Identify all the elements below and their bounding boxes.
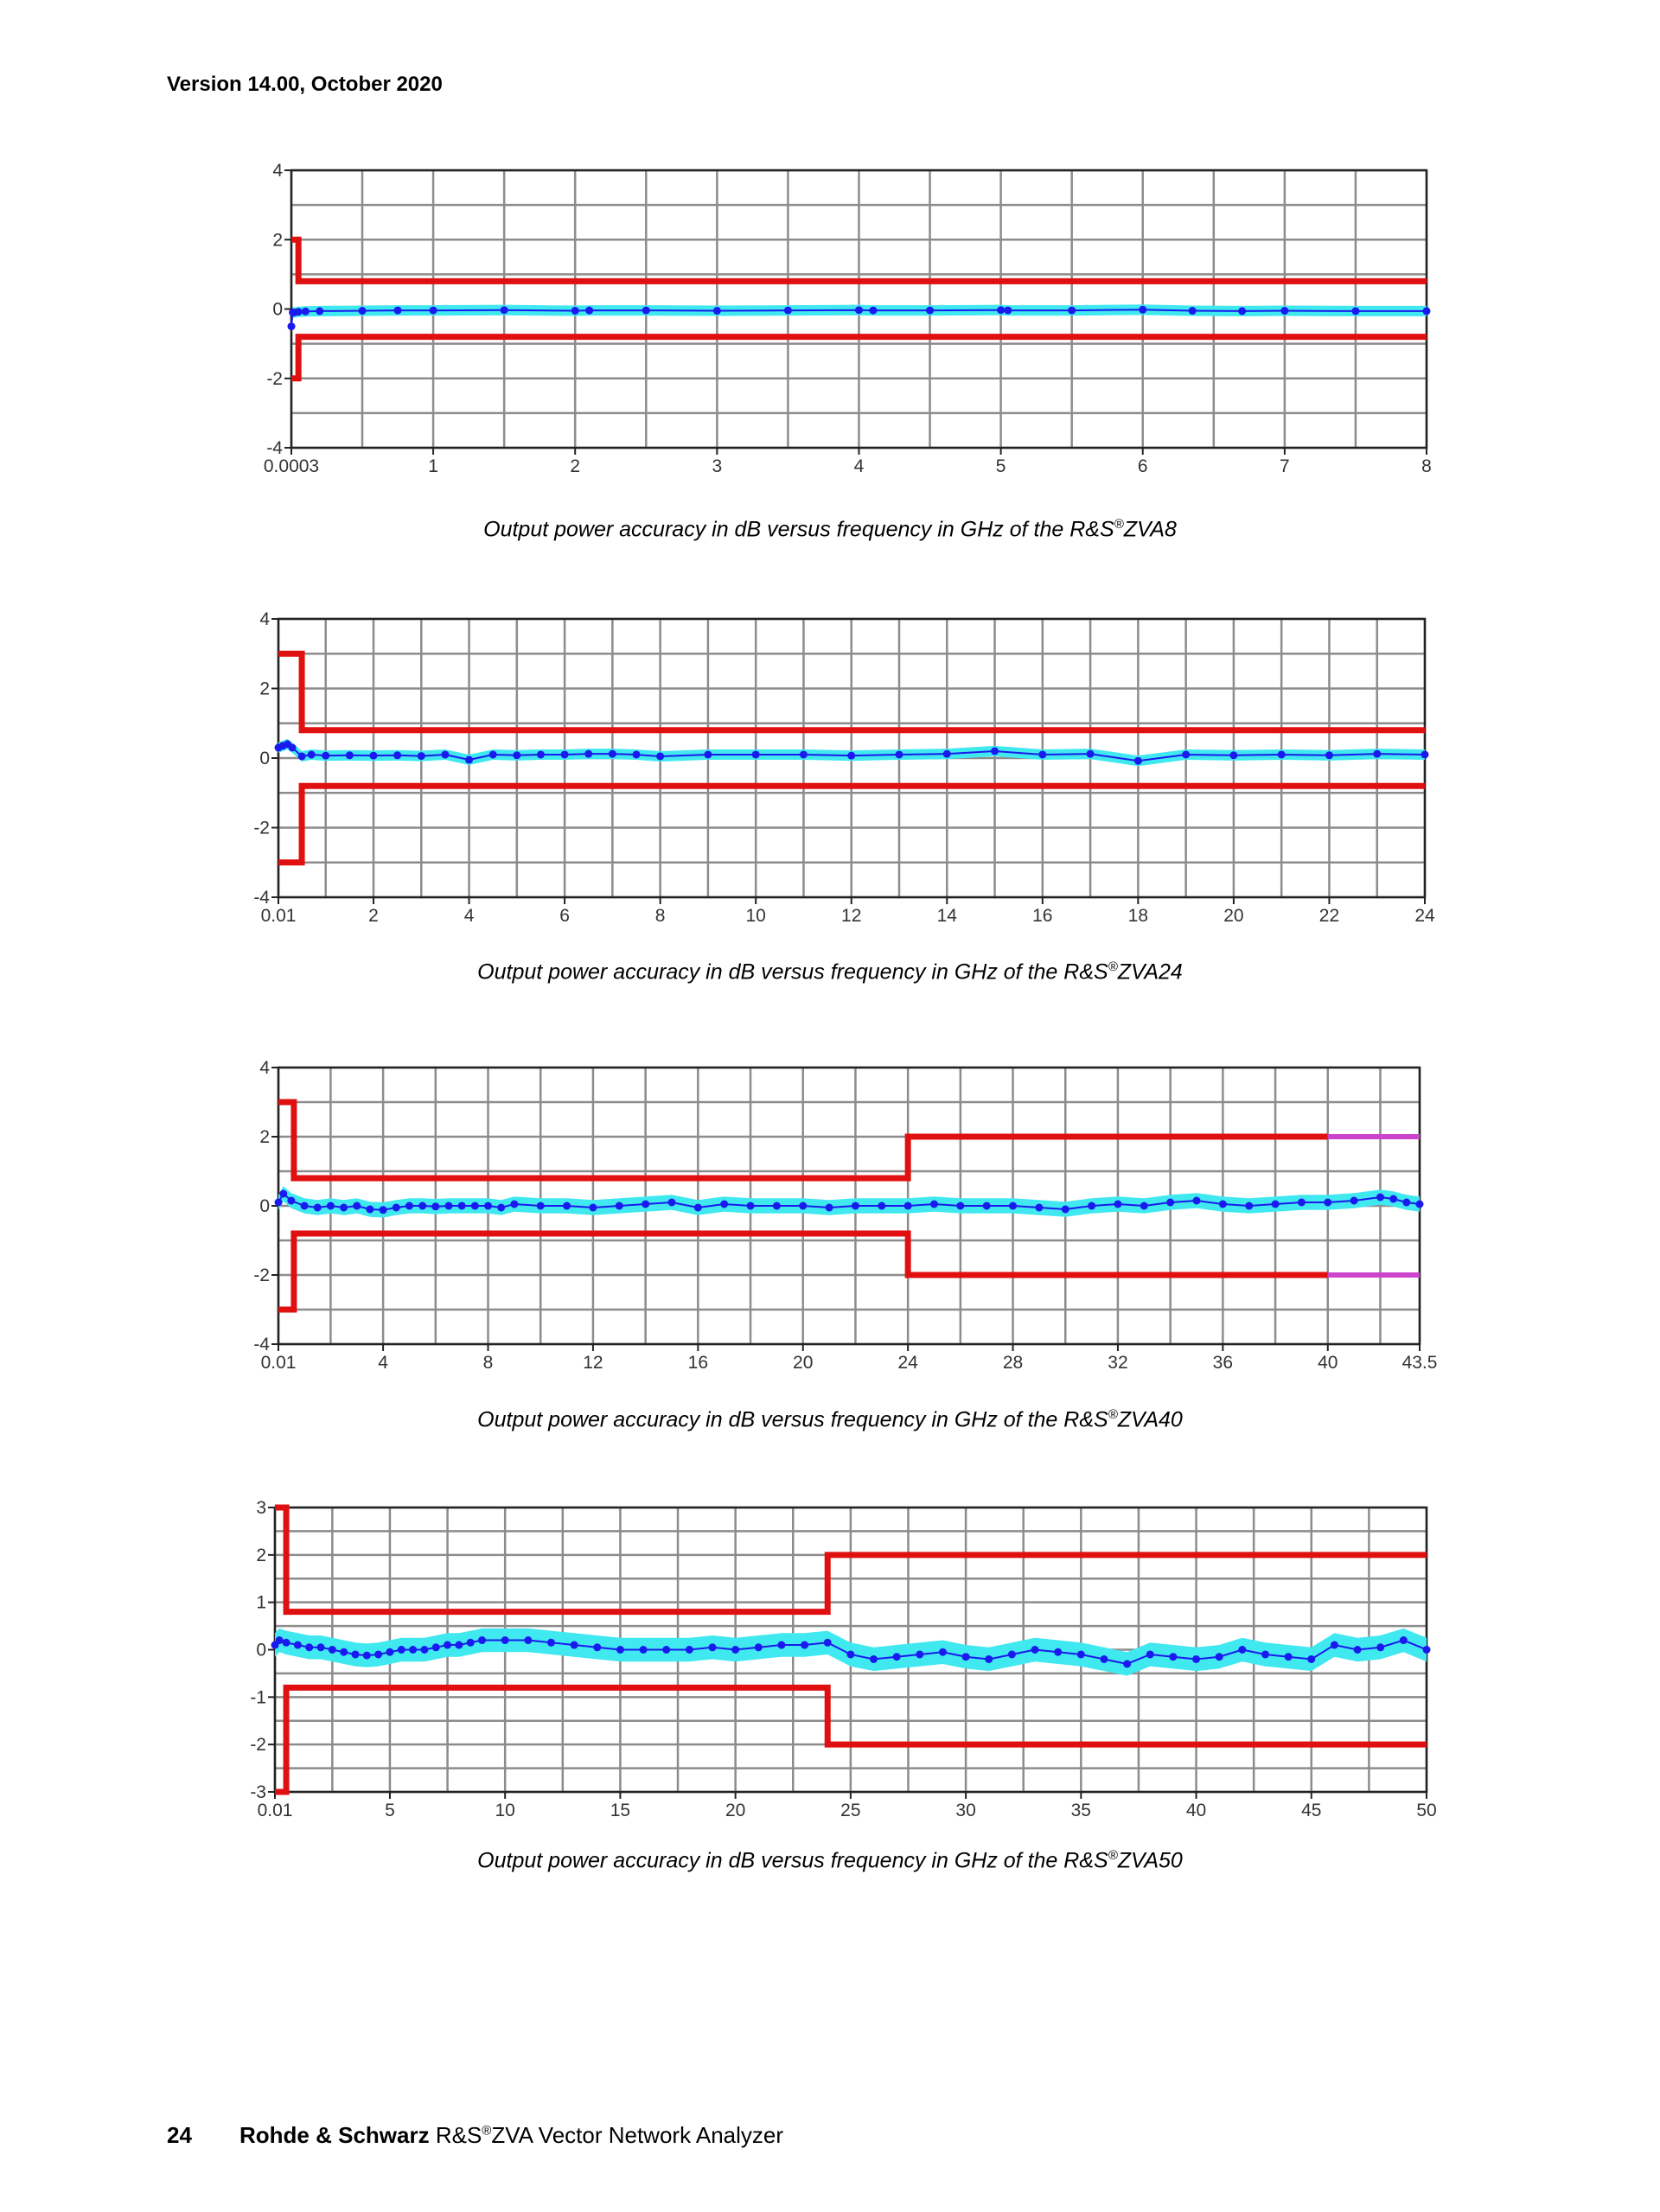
x-tick-label: 43.5 (1401, 1353, 1438, 1373)
x-tick-label: 28 (1002, 1353, 1024, 1373)
x-tick-label: 16 (1032, 906, 1053, 926)
y-tick-label: -2 (250, 1735, 266, 1756)
y-tick-label: 0 (259, 1196, 270, 1216)
x-tick-label: 20 (1223, 906, 1244, 926)
x-tick-label: 15 (610, 1801, 631, 1820)
data-point (444, 1641, 451, 1649)
data-point (1331, 1641, 1338, 1649)
data-point (1376, 1643, 1384, 1651)
data-point (1285, 1653, 1293, 1661)
data-point (409, 1646, 417, 1654)
registered-mark: ® (1108, 959, 1118, 974)
page-footer (167, 2122, 783, 2149)
data-point (276, 1636, 284, 1644)
data-point (1307, 1655, 1315, 1663)
y-tick-label: -2 (253, 818, 270, 838)
data-point (501, 1636, 509, 1644)
data-point (893, 1653, 901, 1661)
x-tick-label: 4 (463, 906, 475, 926)
y-tick-label: 0 (259, 749, 270, 768)
y-tick-label: 0 (272, 299, 283, 320)
page-header-version: Version 14.00, October 2020 (167, 73, 443, 96)
data-point (571, 1641, 578, 1649)
x-tick-label: 16 (687, 1353, 709, 1373)
data-point (962, 1653, 970, 1661)
x-tick-label: 8 (1421, 456, 1432, 476)
y-tick-label: -3 (250, 1782, 266, 1802)
data-point (1123, 1660, 1131, 1667)
data-point (398, 1646, 405, 1654)
data-point (1192, 1655, 1200, 1663)
data-point (386, 1648, 393, 1656)
data-point (824, 1639, 832, 1647)
data-point (662, 1646, 670, 1654)
x-tick-label: 40 (1318, 1353, 1338, 1373)
data-point (708, 1643, 716, 1651)
data-point (1008, 1650, 1016, 1658)
x-tick-label: 7 (1280, 456, 1290, 476)
y-tick-label: -1 (250, 1687, 266, 1708)
data-point (1169, 1653, 1177, 1661)
y-tick-label: -4 (266, 438, 283, 458)
data-point (340, 1648, 348, 1656)
x-tick-label: 0.0003 (263, 456, 320, 476)
x-tick-label: 20 (793, 1353, 814, 1373)
footer-registered-mark: ® (482, 2123, 492, 2139)
data-point (1238, 1646, 1246, 1654)
data-point (294, 1641, 302, 1649)
caption-text: Output power accuracy in dB versus frequency in GHz of the R&S (477, 1407, 1108, 1432)
data-point (351, 1650, 359, 1658)
x-tick-label: 2 (570, 456, 581, 476)
y-tick-label: 0 (256, 1640, 266, 1661)
y-tick-label: 3 (256, 1498, 266, 1518)
data-point (731, 1646, 739, 1654)
data-point (1423, 1646, 1431, 1654)
caption-model: ZVA24 (1117, 959, 1183, 985)
x-tick-label: 18 (1127, 906, 1149, 926)
footer-product-prefix: R&S (435, 2122, 482, 2148)
y-tick-label: -4 (253, 888, 270, 908)
y-tick-label: 1 (256, 1592, 266, 1613)
data-point (755, 1643, 763, 1651)
x-tick-label: 10 (745, 906, 766, 926)
y-tick-label: 4 (259, 1058, 270, 1078)
data-point (1054, 1648, 1062, 1656)
data-point (420, 1646, 428, 1654)
data-point (363, 1652, 371, 1660)
chart-zva50-caption (0, 1848, 1660, 1873)
x-tick-label: 8 (482, 1353, 494, 1373)
data-point (374, 1650, 382, 1658)
x-tick-label: 32 (1108, 1353, 1128, 1373)
x-tick-label: 25 (840, 1801, 861, 1820)
x-tick-label: 5 (385, 1801, 395, 1820)
caption-model: ZVA40 (1117, 1407, 1183, 1432)
x-tick-label: 2 (368, 906, 379, 926)
x-tick-label: 14 (936, 906, 957, 926)
y-tick-label: 2 (259, 1127, 270, 1147)
data-point (870, 1655, 878, 1663)
data-point (329, 1646, 336, 1654)
x-tick-label: 4 (853, 456, 865, 476)
x-tick-label: 8 (654, 906, 666, 926)
x-tick-label: 10 (495, 1801, 515, 1820)
y-tick-label: -2 (266, 368, 283, 389)
x-tick-label: 35 (1070, 1801, 1091, 1820)
data-point (455, 1641, 463, 1649)
data-point (985, 1655, 993, 1663)
data-point (1031, 1646, 1039, 1654)
x-tick-label: 3 (712, 456, 723, 476)
data-point (916, 1650, 923, 1658)
x-tick-label: 50 (1416, 1801, 1437, 1820)
registered-mark: ® (1108, 1407, 1118, 1422)
data-point (640, 1646, 648, 1654)
x-tick-label: 40 (1185, 1801, 1207, 1820)
y-tick-label: -2 (253, 1265, 270, 1285)
data-point (1400, 1636, 1408, 1644)
data-point (593, 1643, 601, 1651)
x-tick-label: 45 (1301, 1801, 1322, 1820)
y-tick-label: 2 (259, 679, 270, 699)
data-point (283, 1639, 290, 1647)
y-tick-label: 2 (256, 1545, 266, 1565)
x-tick-label: 5 (995, 456, 1006, 476)
data-point (939, 1648, 947, 1656)
y-tick-label: 4 (272, 161, 283, 181)
data-point (1100, 1655, 1108, 1663)
caption-model: ZVA8 (1123, 517, 1177, 542)
data-point (846, 1650, 854, 1658)
data-point (1077, 1650, 1085, 1658)
x-tick-label: 1 (428, 456, 438, 476)
data-point (478, 1636, 486, 1644)
data-point (1354, 1646, 1362, 1654)
x-tick-label: 36 (1212, 1353, 1234, 1373)
x-tick-label: 20 (725, 1801, 746, 1820)
data-point (524, 1636, 532, 1644)
caption-text: Output power accuracy in dB versus frequency in GHz of the R&S (477, 959, 1108, 985)
x-tick-label: 0.01 (260, 906, 297, 926)
data-point (547, 1639, 555, 1647)
registered-mark: ® (1108, 1848, 1118, 1863)
data-point (1261, 1650, 1269, 1658)
x-tick-label: 6 (559, 906, 570, 926)
footer-brand: Rohde & Schwarz (239, 2122, 430, 2148)
caption-text: Output power accuracy in dB versus frequency in GHz of the R&S (483, 517, 1114, 542)
x-tick-label: 24 (1414, 906, 1435, 926)
data-point (686, 1646, 693, 1654)
y-tick-label: 2 (272, 230, 283, 251)
x-tick-label: 22 (1318, 906, 1340, 926)
data-point (317, 1643, 325, 1651)
data-point (777, 1641, 785, 1649)
y-tick-label: 4 (259, 609, 270, 629)
x-tick-label: 30 (955, 1801, 976, 1820)
x-tick-label: 24 (897, 1353, 918, 1373)
x-tick-label: 0.01 (260, 1353, 297, 1373)
x-tick-label: 0.01 (257, 1801, 293, 1820)
x-tick-label: 6 (1137, 456, 1148, 476)
page-number: 24 (167, 2122, 192, 2148)
registered-mark: ® (1114, 517, 1124, 532)
x-tick-label: 12 (583, 1353, 603, 1373)
y-tick-label: -4 (253, 1335, 270, 1355)
data-point (467, 1639, 475, 1647)
data-point (1216, 1653, 1223, 1661)
x-tick-label: 4 (378, 1353, 388, 1373)
caption-model: ZVA50 (1117, 1848, 1183, 1873)
data-point (305, 1643, 313, 1651)
x-tick-label: 12 (841, 906, 862, 926)
caption-text: Output power accuracy in dB versus frequency in GHz of the R&S (477, 1848, 1108, 1873)
data-point (1146, 1650, 1154, 1658)
data-point (801, 1641, 808, 1649)
data-point (616, 1646, 624, 1654)
footer-product: ZVA Vector Network Analyzer (491, 2122, 784, 2148)
data-point (432, 1643, 440, 1651)
